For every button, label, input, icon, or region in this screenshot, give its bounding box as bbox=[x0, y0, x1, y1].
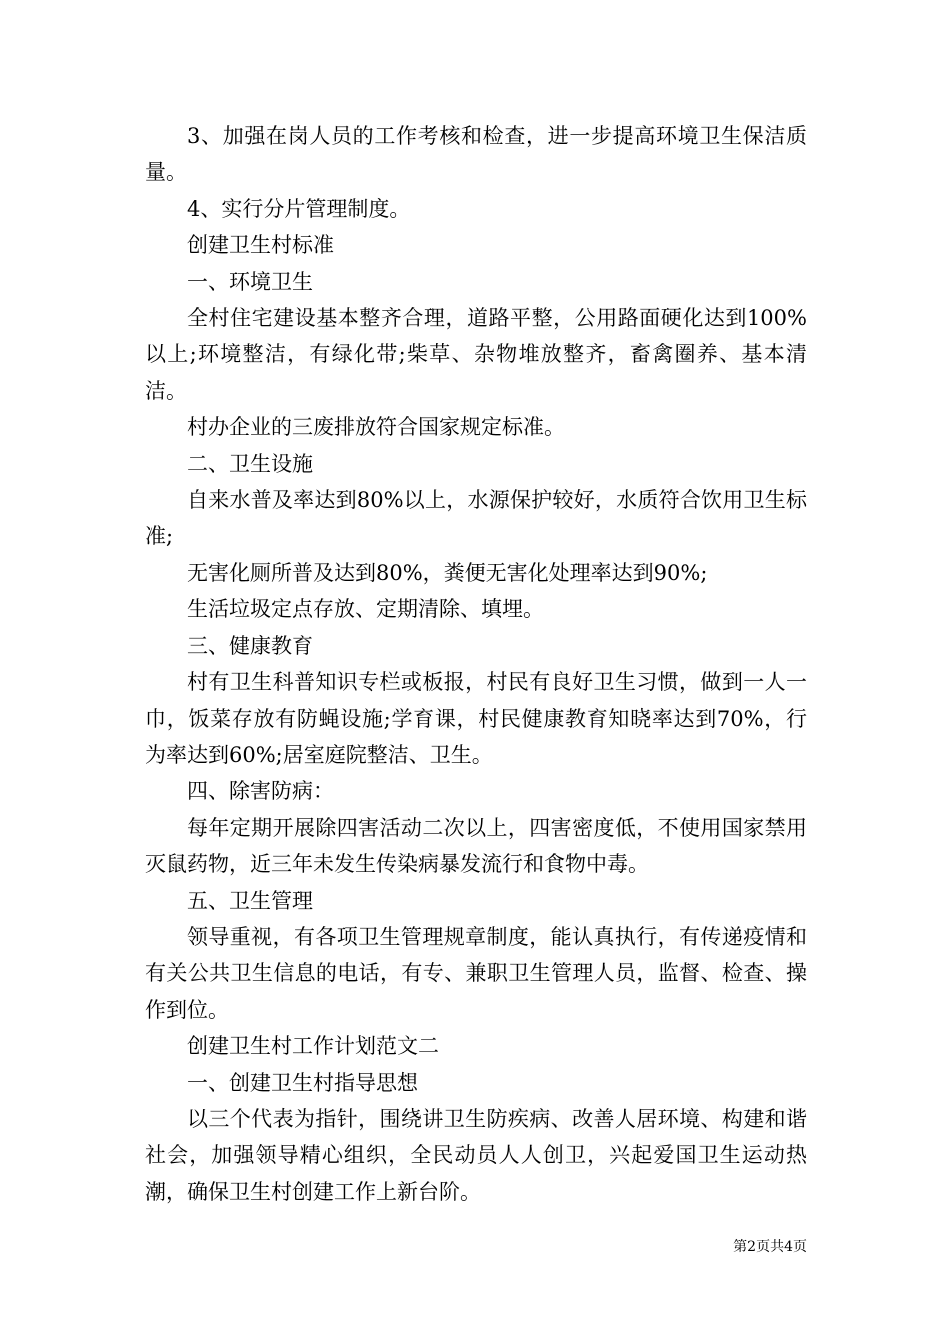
paragraph-water-supply: 自来水普及率达到80%以上，水源保护较好，水质符合饮用卫生标准; bbox=[145, 488, 807, 549]
paragraph-zone-management: 4、实行分片管理制度。 bbox=[187, 196, 411, 221]
heading-sample-two: 创建卫生村工作计划范文二 bbox=[187, 1034, 439, 1059]
paragraph-health-education: 村有卫生科普知识专栏或板报，村民有良好卫生习惯，做到一人一巾，饭菜存放有防蝇设施;学育课，村民健康教育知晓率达到70%，行为率达到60%;居室庭院整洁、卫生。 bbox=[145, 670, 807, 767]
paragraph-assessment: 3、加强在岗人员的工作考核和检查，进一步提高环境卫生保洁质量。 bbox=[145, 124, 807, 185]
paragraph-environment: 全村住宅建设基本整齐合理，道路平整，公用路面硬化达到100%以上;环境整洁，有绿化带;柴草、杂物堆放整齐，畜禽圈养、基本清洁。 bbox=[145, 306, 807, 403]
heading-environment: 一、环境卫生 bbox=[187, 269, 313, 294]
heading-hygiene-management: 五、卫生管理 bbox=[187, 888, 313, 913]
paragraph-garbage: 生活垃圾定点存放、定期清除、填埋。 bbox=[187, 597, 544, 622]
heading-facilities: 二、卫生设施 bbox=[187, 451, 313, 476]
paragraph-hygiene-management: 领导重视，有各项卫生管理规章制度，能认真执行，有传递疫情和有关公共卫生信息的电话，有专、兼职卫生管理人员，监督、检查、操作到位。 bbox=[145, 924, 807, 1022]
paragraph-enterprise-emissions: 村办企业的三废排放符合国家规定标准。 bbox=[187, 415, 565, 440]
heading-guiding-ideology: 一、创建卫生村指导思想 bbox=[187, 1070, 418, 1095]
document-body bbox=[145, 118, 807, 1210]
heading-pest-control: 四、除害防病： bbox=[187, 779, 334, 804]
heading-health-education: 三、健康教育 bbox=[187, 633, 313, 658]
paragraph-toilets: 无害化厕所普及达到80%，粪便无害化处理率达到90%; bbox=[187, 560, 708, 585]
paragraph-guiding-ideology: 以三个代表为指针，围绕讲卫生防疾病、改善人居环境、构建和谐社会，加强领导精心组织，全民动员人人创卫，兴起爱国卫生运动热潮，确保卫生村创建工作上新台阶。 bbox=[145, 1106, 807, 1204]
page-number: 第2页共4页 bbox=[733, 1239, 807, 1255]
paragraph-pest-control: 每年定期开展除四害活动二次以上，四害密度低，不使用国家禁用灭鼠药物，近三年未发生传染病暴发流行和食物中毒。 bbox=[145, 815, 807, 877]
heading-village-standard: 创建卫生村标准 bbox=[187, 233, 334, 258]
